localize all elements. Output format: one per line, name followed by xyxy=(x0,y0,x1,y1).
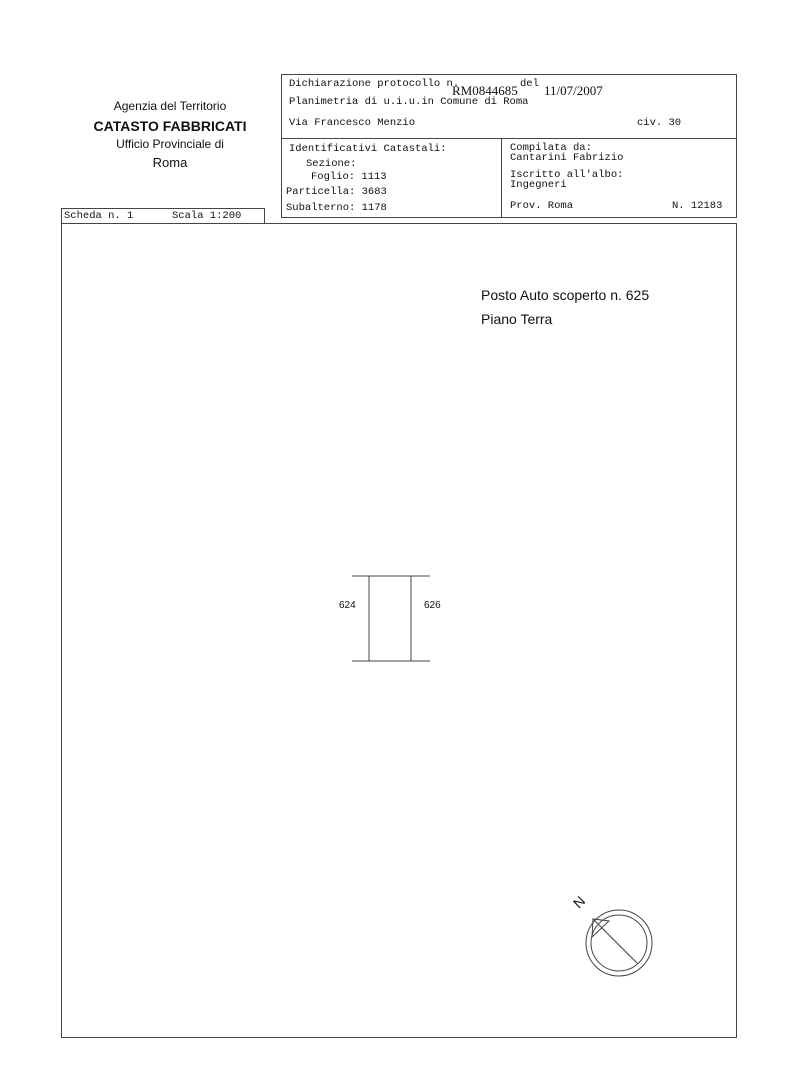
iscritto-label: Iscritto all'albo: xyxy=(510,169,624,181)
ufficio-label: Ufficio Provinciale di xyxy=(116,137,224,151)
prov-label: Prov. Roma xyxy=(510,200,574,212)
north-label: N xyxy=(569,892,589,912)
declaration-date: 11/07/2007 xyxy=(544,83,603,98)
civic-number: civ. 30 xyxy=(637,117,682,129)
neighbor-right-label: 626 xyxy=(424,600,441,611)
del-label: del xyxy=(520,78,539,90)
planimetria-text: Planimetria di u.i.u.in Comune di Roma xyxy=(289,96,529,108)
protocol-number: RM0844685 xyxy=(452,83,518,98)
catasto-title: CATASTO FABBRICATI xyxy=(93,118,247,134)
albo-value: Ingegneri xyxy=(510,179,567,191)
compilata-title: Compilata da: xyxy=(510,142,592,154)
plan-title: Posto Auto scoperto n. 625 xyxy=(481,287,650,303)
scala-label: Scala 1:200 xyxy=(172,210,242,222)
address-text: Via Francesco Menzio xyxy=(289,117,416,129)
ident-sezione: Sezione: xyxy=(306,158,357,170)
plan-floor: Piano Terra xyxy=(481,311,553,327)
north-arrow-icon xyxy=(580,905,660,979)
agency-name: Agenzia del Territorio xyxy=(113,99,227,113)
albo-number: N. 12183 xyxy=(672,200,723,212)
ident-divider xyxy=(501,138,502,218)
scheda-number: Scheda n. 1 xyxy=(64,210,134,222)
ident-title: Identificativi Catastali: xyxy=(289,143,447,155)
decl-label: Dichiarazione protocollo n. xyxy=(289,78,460,90)
neighbor-left-label: 624 xyxy=(339,600,356,611)
ident-particella: Particella: 3683 xyxy=(286,186,387,198)
compilata-name: Cantarini Fabrizio xyxy=(510,152,624,164)
ufficio-city: Roma xyxy=(152,155,188,170)
ident-subalterno: Subalterno: 1178 xyxy=(286,202,387,214)
parking-space-drawing xyxy=(350,570,440,666)
header-divider xyxy=(281,138,737,139)
ident-foglio: Foglio: 1113 xyxy=(311,171,387,183)
